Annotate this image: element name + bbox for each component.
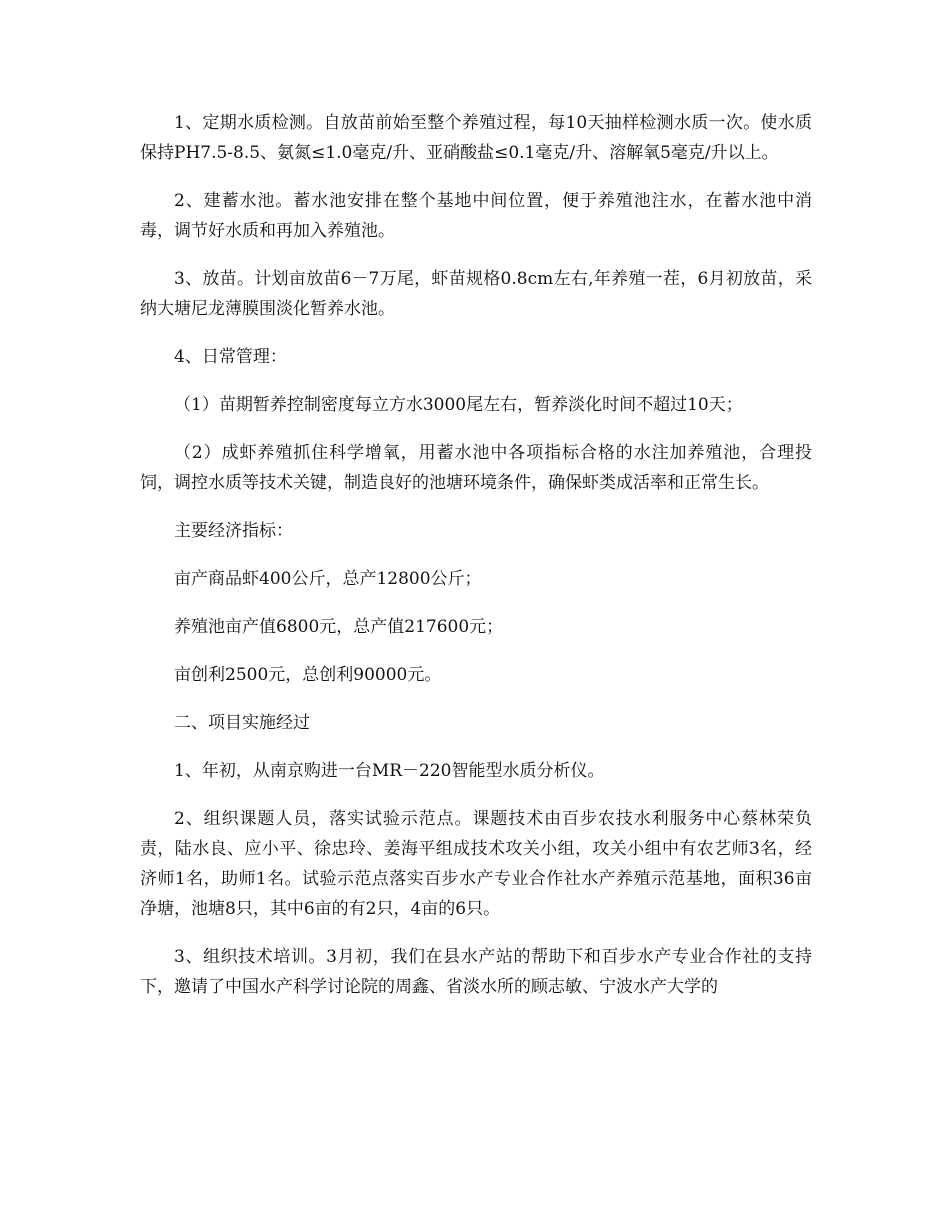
- paragraph-technical-training: 3、组织技术培训。3月初，我们在县水产站的帮助下和百步水产专业合作社的支持下，邀请了中国水产科学讨论院的周鑫、省淡水所的顾志敏、宁波水产大学的: [140, 947, 812, 997]
- paragraph-management-item-1: （1）苗期暂养控制密度每立方水3000尾左右，暂养淡化时间不超过10天；: [174, 395, 743, 415]
- paragraph-water-testing: 1、定期水质检测。自放苗前始至整个养殖过程，每10天抽样检测水质一次。使水质保持PH7.5-8.5、氨氮≤1.0毫克/升、亚硝酸盐≤0.1毫克/升、溶解氧5毫克/升以上。: [140, 113, 812, 163]
- paragraph-project-team: 2、组织课题人员，落实试验示范点。课题技术由百步农技水利服务中心蔡林荣负责，陆水良、应小平、徐忠玲、姜海平组成技术攻关小组，攻关小组中有农艺师3名，经济师1名，助师1名。试验示范点落实百步水产专业合作社水产养殖示范基地，面积36亩净塘，池塘8只，其中6亩的有2只，4亩的6只。: [140, 809, 812, 919]
- paragraph-stocking: 3、放苗。计划亩放苗6－7万尾，虾苗规格0.8cm左右,年养殖一茬，6月初放苗，采纳大塘尼龙薄膜围淡化暂养水池。: [140, 269, 812, 319]
- paragraph-yield: 亩产商品虾400公斤，总产12800公斤；: [174, 569, 482, 589]
- paragraph-reservoir: 2、建蓄水池。蓄水池安排在整个基地中间位置，便于养殖池注水，在蓄水池中消毒，调节好水质和再加入养殖池。: [140, 191, 812, 241]
- document-page: [140, 108, 812, 1020]
- paragraph-equipment-purchase: 1、年初，从南京购进一台MR－220智能型水质分析仪。: [174, 761, 605, 781]
- paragraph-daily-management: 4、日常管理：: [174, 347, 287, 367]
- paragraph-management-item-2: （2）成虾养殖抓住科学增氧，用蓄水池中各项指标合格的水注加养殖池，合理投饲，调控水质等技术关键，制造良好的池塘环境条件，确保虾类成活率和正常生长。: [140, 443, 812, 493]
- section-heading-implementation: 二、项目实施经过: [174, 713, 310, 733]
- paragraph-profit: 亩创利2500元，总创利90000元。: [174, 665, 442, 685]
- paragraph-output-value: 养殖池亩产值6800元，总产值217600元；: [174, 617, 504, 637]
- paragraph-economic-indicators-heading: 主要经济指标：: [174, 521, 293, 541]
